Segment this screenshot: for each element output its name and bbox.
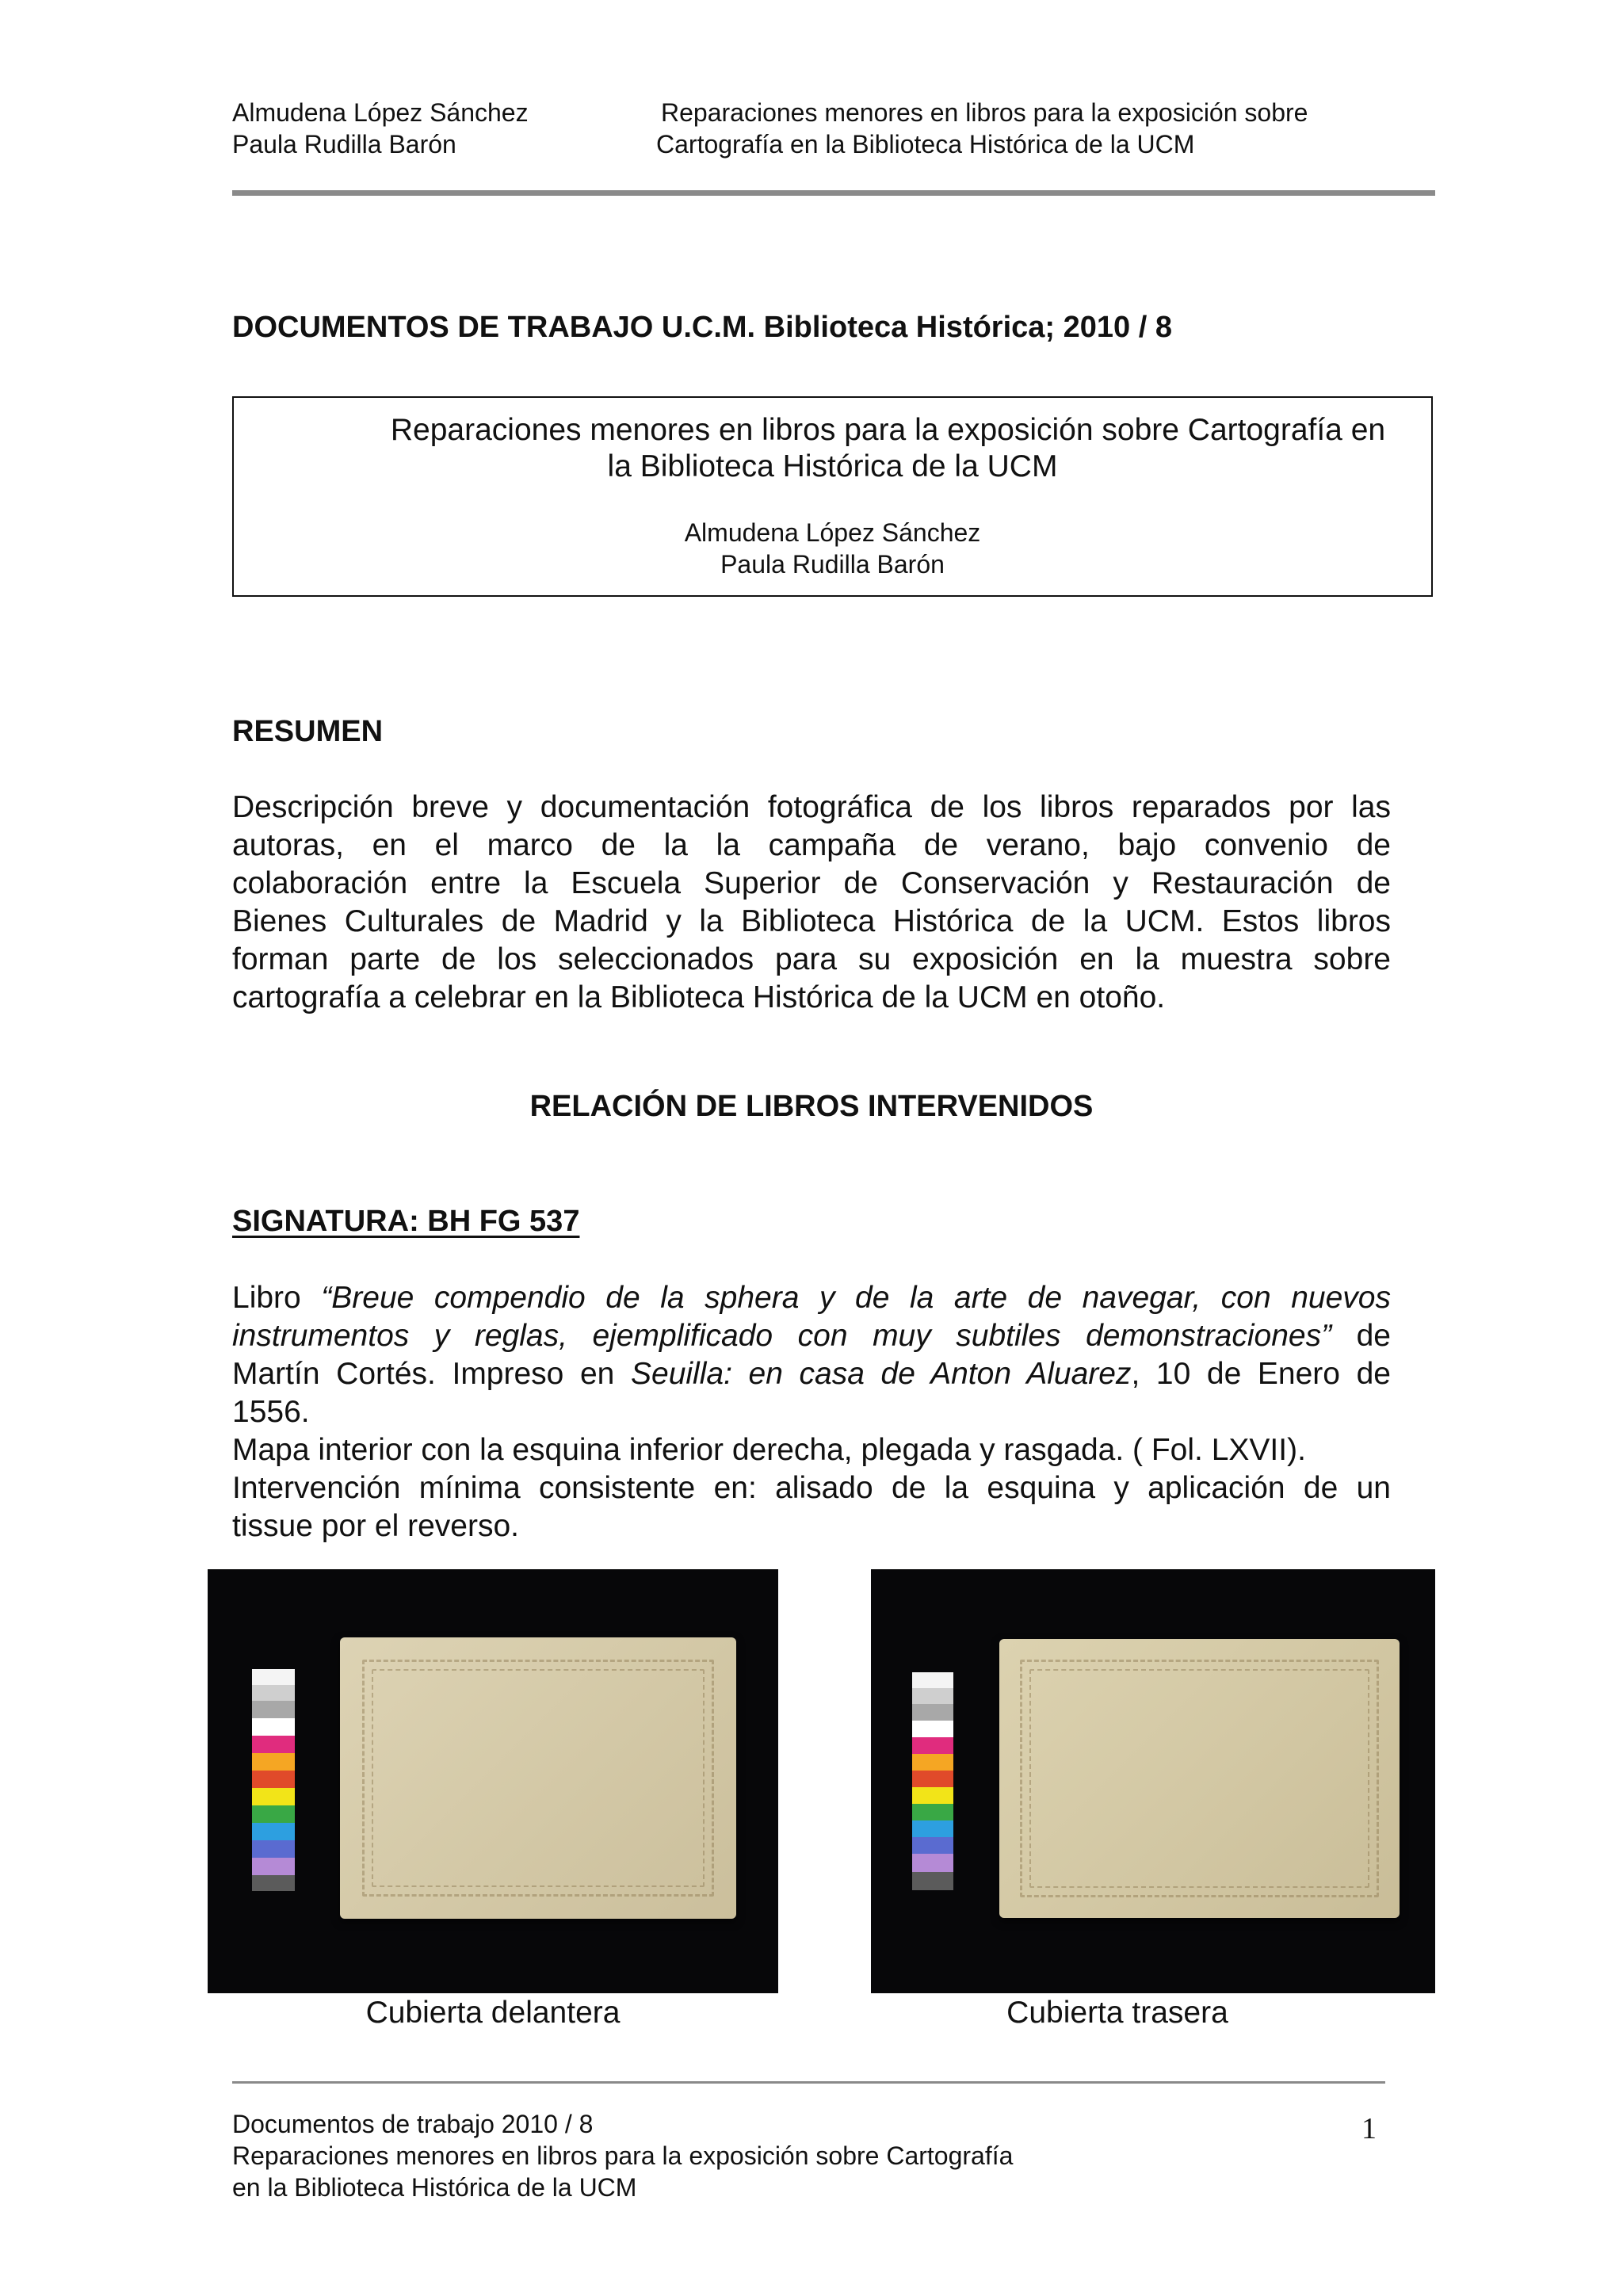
- header-rule: [232, 190, 1435, 196]
- signatura-paragraph: [232, 1279, 1391, 1545]
- book-back-cover: [999, 1639, 1400, 1918]
- signatura-line-7: tissue por el reverso.: [232, 1509, 519, 1543]
- header-title-line-2: Cartografía en la Biblioteca Histórica de la UCM: [656, 130, 1195, 159]
- resumen-paragraph: [232, 789, 1391, 1017]
- relacion-heading: RELACIÓN DE LIBROS INTERVENIDOS: [529, 1090, 1094, 1123]
- photo-back-cover: [871, 1569, 1435, 1993]
- header-author-1: Almudena López Sánchez: [232, 98, 529, 127]
- book-front-cover: [340, 1637, 736, 1919]
- header-author-2: Paula Rudilla Barón: [232, 130, 456, 159]
- signatura-line-1: [232, 1279, 1391, 1317]
- resumen-line-5: forman parte de los seleccionados para su exposición en la muestra sobre: [232, 942, 1391, 976]
- signatura-line-2: [232, 1317, 1391, 1355]
- color-scale-back: [912, 1672, 953, 1890]
- resumen-heading: RESUMEN: [232, 715, 384, 748]
- signatura-line-4: 1556.: [232, 1395, 310, 1429]
- imprint-place: Seuilla: en casa de Anton Aluarez: [631, 1357, 1132, 1391]
- box-title-line-2: la Biblioteca Histórica de la UCM: [607, 449, 1058, 483]
- box-author-2: Paula Rudilla Barón: [720, 550, 945, 579]
- series-title: DOCUMENTOS DE TRABAJO U.C.M. Biblioteca Histórica; 2010 / 8: [232, 311, 1172, 344]
- footer-rule: [232, 2081, 1385, 2084]
- signatura-line-3-plain-a: Martín Cortés. Impreso en: [232, 1357, 631, 1391]
- resumen-line-3: colaboración entre la Escuela Superior de Conservación y Restauración de: [232, 866, 1391, 900]
- book-title-part-1: “Breue compendio de la sphera y de la arte de navegar, con nuevos: [321, 1281, 1391, 1315]
- caption-back-cover: Cubierta trasera: [1006, 1996, 1228, 2030]
- color-scale-front: [252, 1669, 295, 1891]
- footer-line-3: en la Biblioteca Histórica de la UCM: [232, 2173, 637, 2202]
- signatura-line-3-plain-b: , 10 de Enero de: [1131, 1357, 1391, 1391]
- signatura-heading: SIGNATURA: BH FG 537: [232, 1205, 580, 1238]
- signatura-line-1-plain: Libro: [232, 1281, 322, 1315]
- box-author-1: Almudena López Sánchez: [684, 518, 981, 547]
- book-title-part-2: instrumentos y reglas, ejemplificado con muy subtiles demonstraciones”: [232, 1319, 1332, 1353]
- title-box: [232, 396, 1433, 597]
- header-title-line-1: Reparaciones menores en libros para la exposición sobre: [661, 98, 1308, 127]
- footer-line-2: Reparaciones menores en libros para la exposición sobre Cartografía: [232, 2141, 1014, 2170]
- resumen-line-2: autoras, en el marco de la la campaña de verano, bajo convenio de: [232, 828, 1391, 862]
- resumen-line-4: Bienes Culturales de Madrid y la Biblioteca Histórica de la UCM. Estos libros: [232, 904, 1391, 938]
- signatura-line-2-plain: de: [1331, 1319, 1391, 1353]
- caption-front-cover: Cubierta delantera: [365, 1996, 621, 2030]
- resumen-line-6: cartografía a celebrar en la Biblioteca Histórica de la UCM en otoño.: [232, 980, 1166, 1014]
- signatura-line-3: [232, 1355, 1391, 1393]
- signatura-line-5: Mapa interior con la esquina inferior derecha, plegada y rasgada. ( Fol. LXVII).: [232, 1433, 1306, 1467]
- photo-front-cover: [208, 1569, 778, 1993]
- resumen-line-1: Descripción breve y documentación fotográfica de los libros reparados por las: [232, 790, 1391, 824]
- footer-line-1: Documentos de trabajo 2010 / 8: [232, 2110, 594, 2138]
- page-number: 1: [1361, 2112, 1377, 2145]
- box-title-line-1: Reparaciones menores en libros para la exposición sobre Cartografía en: [390, 413, 1386, 447]
- signatura-line-6: Intervención mínima consistente en: alisado de la esquina y aplicación de un: [232, 1471, 1391, 1505]
